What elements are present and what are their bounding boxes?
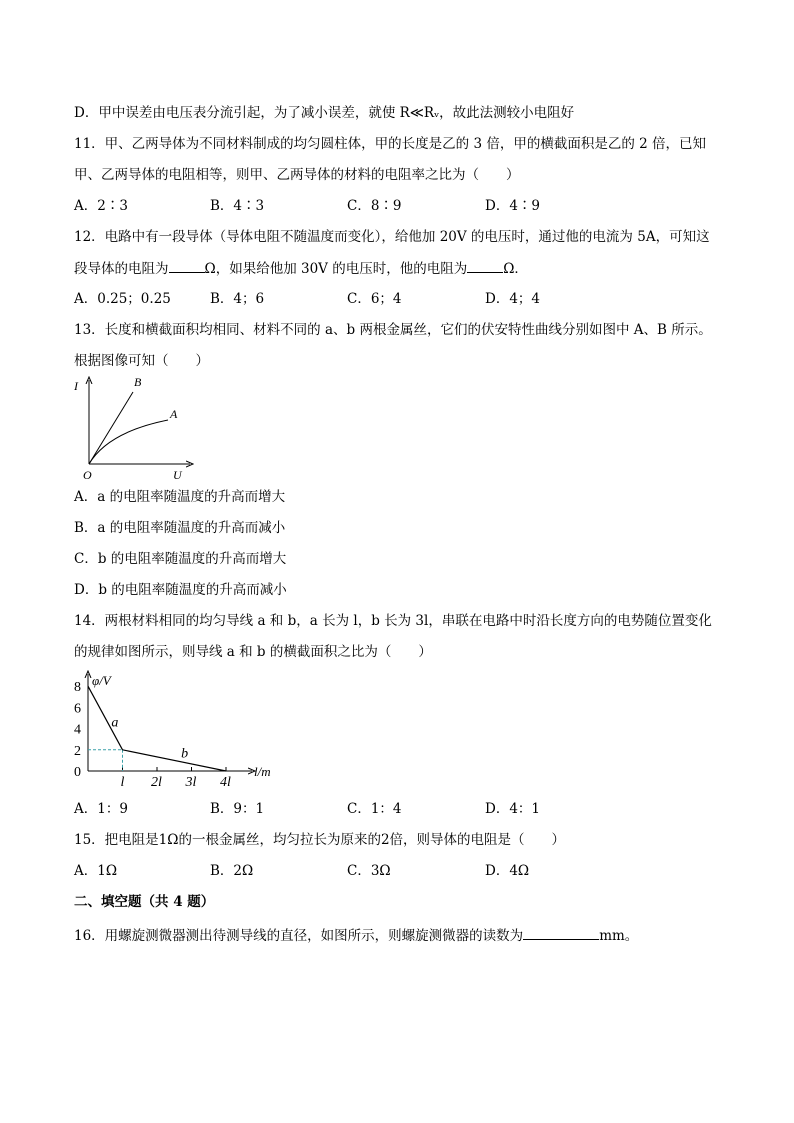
q12-blank-1 — [169, 259, 205, 273]
q14-option-a: A．1：9 — [74, 801, 128, 817]
q11-stem-line1: 11．甲、乙两导体为不同材料制成的均匀圆柱体，甲的长度是乙的 3 倍，甲的横截面积是乙的 2 倍，已知 — [74, 136, 707, 152]
q16-stem — [74, 926, 638, 945]
q10-option-d: D．甲中误差由电压表分流引起，为了减小误差，就使 R≪Rᵥ，故此法测较小电阻好 — [74, 105, 575, 121]
q13-stem-line1: 13．长度和横截面积均相同、材料不同的 a、b 两根金属丝，它们的伏安特性曲线分别如图中 A、B 所示。 — [74, 322, 712, 338]
q13-origin-label: O — [83, 468, 92, 482]
q15-option-d: D．4Ω — [485, 863, 530, 879]
q14-option-b: B．9：1 — [210, 801, 265, 817]
q13-y-label: I — [74, 379, 78, 393]
q15-option-c: C．3Ω — [347, 863, 391, 879]
q15-option-b: B．2Ω — [210, 863, 254, 879]
q14-option-d: D．4：1 — [485, 801, 541, 817]
q13-curve-a-label: A — [170, 407, 178, 421]
q15-stem: 15．把电阻是1Ω的一根金属丝，均匀拉长为原来的2倍，则导体的电阻是（ ） — [74, 832, 566, 848]
q13-x-label: U — [173, 468, 182, 482]
q14-y-axis-label: φ/V — [92, 673, 111, 688]
section-fill-in-title: 二、填空题（共 4 题） — [74, 894, 215, 910]
q14-x-tick-label: 2l — [151, 775, 162, 786]
q12-option-d: D．4；4 — [485, 291, 541, 307]
q13-curve-b-label: B — [134, 375, 142, 389]
q14-segment-a-label: a — [111, 715, 119, 731]
q11-option-a: A．2∶3 — [74, 198, 128, 214]
q12-stem-line2 — [74, 259, 528, 278]
q12-option-b: B．4；6 — [210, 291, 265, 307]
q14-stem-line1: 14．两根材料相同的均匀导线 a 和 b，a 长为 l，b 长为 3l，串联在电路中时沿长度方向的电势随位置变化 — [74, 613, 712, 629]
q14-segment-b-label: b — [181, 746, 189, 762]
q12-stem-part1: 段导体的电阻为 — [74, 261, 169, 277]
q11-stem-line2: 甲、乙两导体的电阻相等，则甲、乙两导体的材料的电阻率之比为（ ） — [74, 167, 520, 183]
q12-stem-part3: Ω． — [503, 261, 528, 277]
q14-y-tick-label: 6 — [74, 701, 81, 717]
q11-option-d: D．4∶9 — [485, 198, 541, 214]
q16-stem-part1: 16．用螺旋测微器测出待测导线的直径，如图所示，则螺旋测微器的读数为 — [74, 928, 524, 944]
q14-stem-line2: 的规律如图所示，则导线 a 和 b 的横截面积之比为（ ） — [74, 644, 432, 660]
q11-option-c: C．8∶9 — [347, 198, 402, 214]
q12-option-c: C．6；4 — [347, 291, 402, 307]
q16-stem-part2: mm。 — [599, 928, 639, 944]
q12-blank-2 — [467, 259, 503, 273]
q14-x-tick-label: l — [120, 775, 125, 786]
q15-option-a: A．1Ω — [74, 863, 118, 879]
q14-x-tick-label: 3l — [185, 775, 197, 786]
q14-series-b-line — [123, 750, 227, 771]
q12-stem-part2: Ω，如果给他加 30V 的电压时，他的电阻为 — [204, 261, 468, 277]
q13-option-c: C．b 的电阻率随温度的升高而增大 — [74, 551, 287, 567]
q14-x-tick-label: 4l — [220, 775, 231, 786]
q14-y-tick-label: 0 — [74, 765, 81, 780]
q16-blank — [523, 926, 599, 940]
q14-y-tick-label: 2 — [74, 743, 81, 759]
q13-option-b: B．a 的电阻率随温度的升高而减小 — [74, 520, 286, 536]
q11-option-b: B．4∶3 — [210, 198, 265, 214]
q13-option-d: D．b 的电阻率随温度的升高而减小 — [74, 582, 287, 598]
q14-option-c: C．1：4 — [347, 801, 402, 817]
q12-option-a: A．0.25；0.25 — [74, 291, 171, 307]
q14-x-axis-label: l/m — [254, 764, 271, 779]
q13-stem-line2: 根据图像可知（ ） — [74, 353, 209, 369]
q14-potential-chart — [70, 668, 285, 786]
q12-stem-line1: 12．电路中有一段导体（导体电阻不随温度而变化），给他加 20V 的电压时，通过他的电流为 5A，可知这 — [74, 229, 710, 245]
q14-y-tick-label: 4 — [74, 722, 81, 738]
q13-curve-a — [89, 420, 168, 464]
q13-curve-b — [89, 392, 133, 464]
q14-y-tick-label: 8 — [74, 680, 81, 696]
q13-option-a: A．a 的电阻率随温度的升高而增大 — [74, 489, 286, 505]
q13-iu-graph — [68, 372, 198, 484]
